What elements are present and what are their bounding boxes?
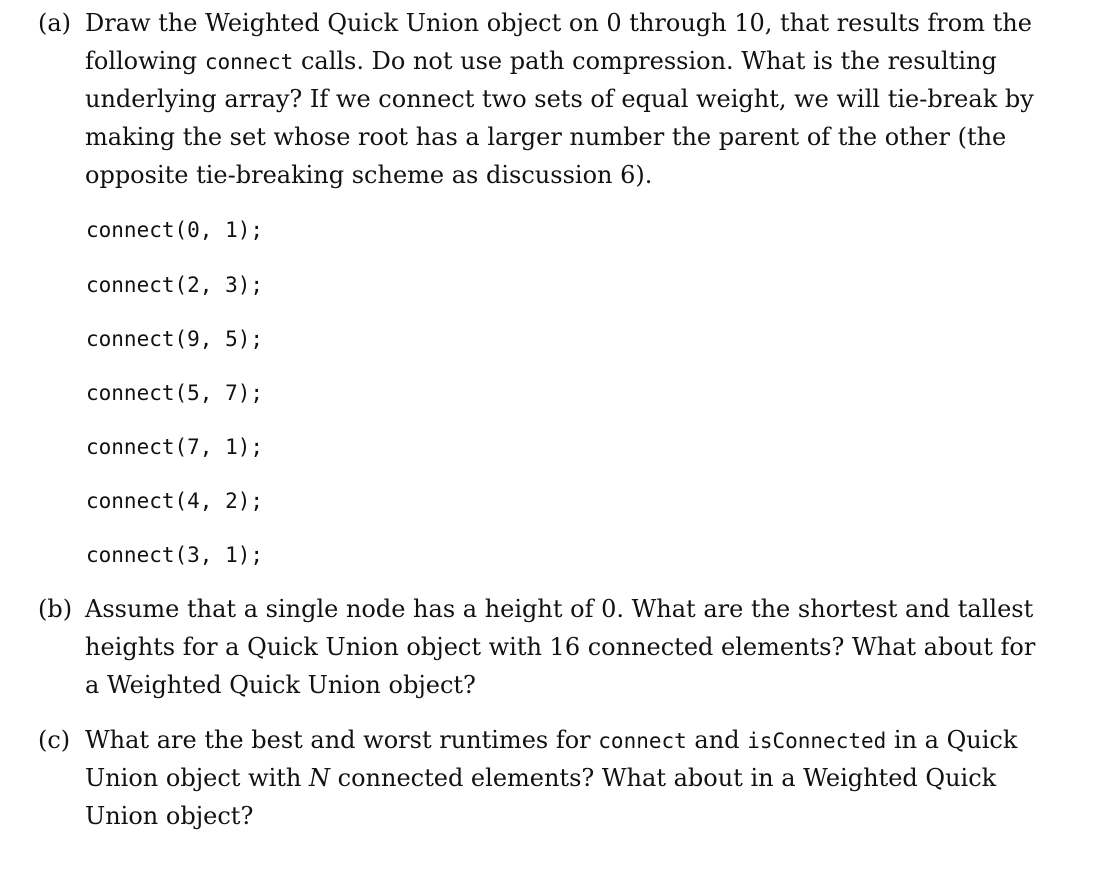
part-a-line-2-before: following — [85, 47, 205, 75]
part-a-line-3: underlying array? If we connect two sets of equal weight, we will tie-break by — [85, 85, 1034, 113]
connect-code-term: connect — [204, 50, 294, 74]
part-a-label: (a) — [38, 9, 72, 37]
part-a-line-1: Draw the Weighted Quick Union object on 0 through 10, that results from the — [85, 9, 1032, 37]
part-a-line-2-after: calls. Do not use path compression. What is the resulting — [293, 47, 997, 75]
part-a-line-2 — [85, 42, 997, 81]
isconnected-code-term: isConnected — [747, 729, 887, 753]
part-a-line-5: opposite tie-breaking scheme as discussion 6). — [85, 161, 653, 189]
code-call-2: connect(2, 3); — [86, 273, 264, 297]
part-c-line-1-after: in a Quick — [886, 726, 1018, 754]
code-call-7: connect(3, 1); — [86, 543, 264, 567]
code-call-1: connect(0, 1); — [86, 218, 264, 242]
math-variable-n: N — [309, 764, 331, 792]
part-b-label: (b) — [38, 595, 73, 623]
code-call-5: connect(7, 1); — [86, 435, 264, 459]
code-call-4: connect(5, 7); — [86, 381, 264, 405]
part-c-line-2-before: Union object with — [85, 764, 310, 792]
part-b-line-2: heights for a Quick Union object with 16 connected elements? What about for — [85, 633, 1036, 661]
part-c-line-2-after: connected elements? What about in a Weighted Quick — [330, 764, 997, 792]
part-b-line-3: a Weighted Quick Union object? — [85, 671, 476, 699]
part-c-line-2 — [85, 759, 997, 797]
part-c-line-1-middle: and — [686, 726, 748, 754]
part-c-line-1 — [85, 721, 1018, 760]
connect-code-term: connect — [598, 729, 687, 753]
part-b-line-1: Assume that a single node has a height of 0. What are the shortest and tallest — [85, 595, 1034, 623]
part-c-label: (c) — [38, 726, 71, 754]
part-c-line-1-before: What are the best and worst runtimes for — [85, 726, 599, 754]
part-c-line-3: Union object? — [85, 802, 254, 830]
part-a-line-4: making the set whose root has a larger number the parent of the other (the — [85, 123, 1007, 151]
code-call-6: connect(4, 2); — [86, 489, 264, 513]
code-call-3: connect(9, 5); — [86, 327, 264, 351]
